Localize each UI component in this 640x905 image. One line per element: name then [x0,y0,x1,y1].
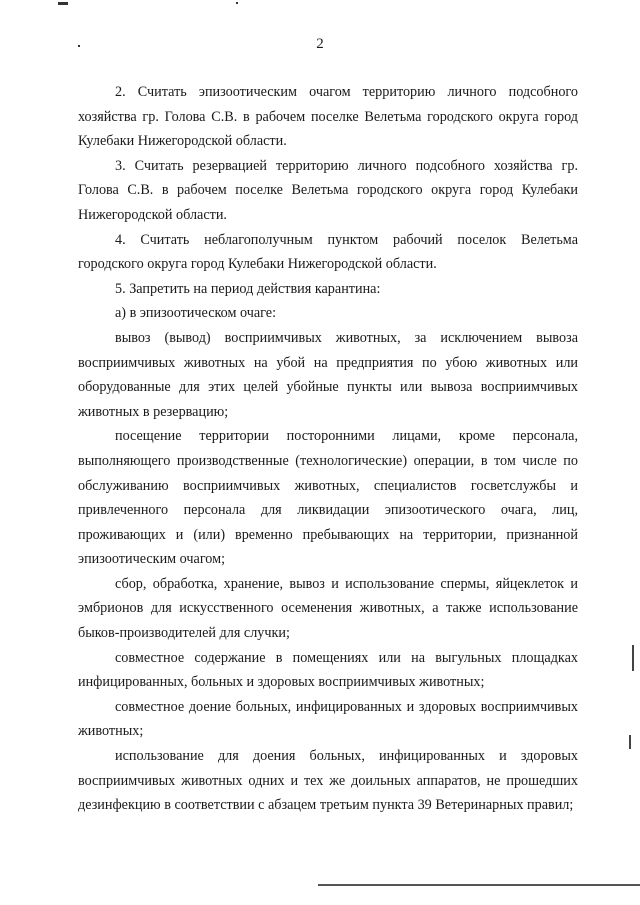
paragraph: использование для доения больных, инфицированных и здоровых восприимчивых животных одних и тех же доильных аппаратов, не прошедших дезинфекцию в соответствии с абзацем третьим пункта 39 Ветеринарных правил; [78,748,578,814]
scan-artifact [632,645,634,671]
paragraph: а) в эпизоотическом очаге: [115,305,277,322]
paragraph: совместное содержание в помещениях или на выгульных площадках инфицированных, больных и здоровых восприимчивых животных; [78,649,578,691]
document-body [78,80,578,818]
page-number: 2 [316,36,324,52]
scan-artifact [58,2,68,5]
scan-artifact [318,884,640,886]
paragraph: 2. Считать эпизоотическим очагом территорию личного подсобного хозяйства гр. Голова С.В. в рабочем поселке Велетьма городского округа город Кулебаки Нижегородской области. [78,84,578,150]
paragraph: 3. Считать резервацией территорию личного подсобного хозяйства гр. Голова С.В. в рабочем поселке Велетьма городского округа город Кулебаки Нижегородской области. [78,157,578,223]
paragraph: сбор, обработка, хранение, вывоз и использование спермы, яйцеклеток и эмбрионов для искусственного осеменения животных, а также использование быков-производителей для случки; [78,575,578,642]
scan-artifact [236,2,238,4]
paragraph: посещение территории посторонними лицами, кроме персонала, выполняющего производственные (технологические) операции, в том числе по обслуживанию восприимчивых животных, специалистов госветслужбы и привлеченного персонала для ликвидации эпизоотического очага, лиц, проживающих и (или) временно пребывающих на территории, признанной эпизоотическим очагом; [78,428,578,568]
paragraph: совместное доение больных, инфицированных и здоровых восприимчивых животных; [78,698,578,740]
paragraph: вывоз (вывод) восприимчивых животных, за исключением вывоза восприимчивых животных на убой на предприятия по убою животных или оборудованные для этих целей убойные пункты или вывоза восприимчивых животных в резервацию; [78,329,578,420]
paragraph: 5. Запретить на период действия карантина: [115,280,381,297]
scan-artifact [629,735,631,749]
paragraph: 4. Считать неблагополучным пунктом рабочий поселок Велетьма городского округа город Кулебаки Нижегородской области. [78,231,578,273]
